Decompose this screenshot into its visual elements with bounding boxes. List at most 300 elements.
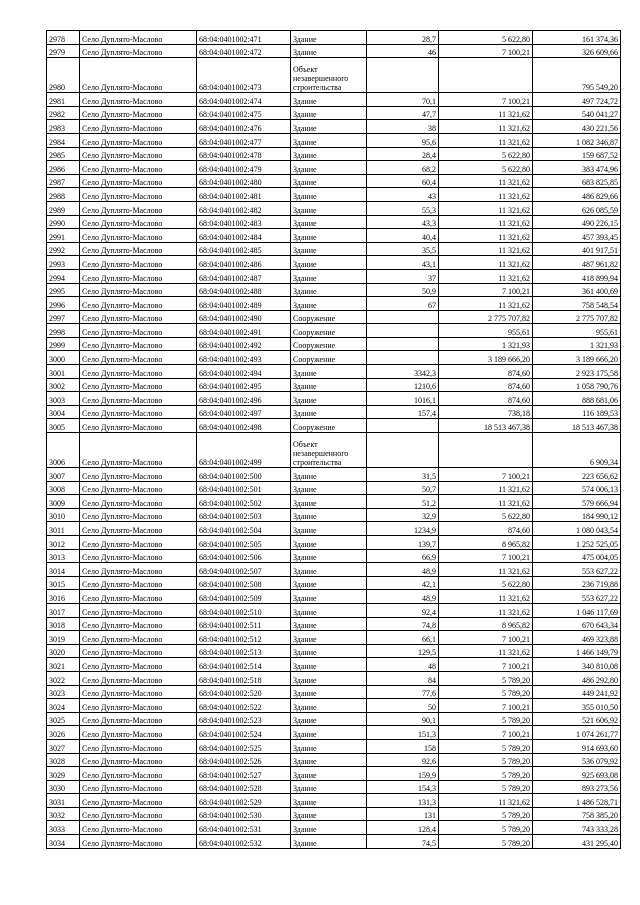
- cell-settlement: Село Дуплято-Маслово: [80, 283, 197, 297]
- cell-cadastral-number: 68:04:0401002:525: [197, 739, 291, 753]
- cell-object-type: Здание: [291, 495, 367, 509]
- cell-row-number: 2999: [47, 337, 80, 351]
- cell-unit-value: 8 965,82: [439, 617, 533, 631]
- cell-row-number: 2990: [47, 215, 80, 229]
- cell-settlement: Село Дуплято-Маслово: [80, 549, 197, 563]
- cell-cadastral-value: 430 221,56: [533, 120, 621, 134]
- cell-cadastral-value: 540 041,27: [533, 106, 621, 120]
- cell-settlement: Село Дуплято-Маслово: [80, 133, 197, 147]
- cell-cadastral-number: 68:04:0401002:522: [197, 699, 291, 713]
- cell-object-type: Здание: [291, 685, 367, 699]
- cell-settlement: Село Дуплято-Маслово: [80, 58, 197, 93]
- cell-cadastral-number: 68:04:0401002:501: [197, 481, 291, 495]
- cell-cadastral-number: 68:04:0401002:513: [197, 644, 291, 658]
- cell-settlement: Село Дуплято-Маслово: [80, 297, 197, 311]
- cell-cadastral-number: 68:04:0401002:490: [197, 310, 291, 324]
- cell-object-type: Здание: [291, 44, 367, 58]
- cell-cadastral-number: 68:04:0401002:479: [197, 161, 291, 175]
- table-row: [47, 794, 621, 808]
- cell-area: 66,9: [367, 549, 439, 563]
- cell-cadastral-number: 68:04:0401002:476: [197, 120, 291, 134]
- table-row: [47, 631, 621, 645]
- table-row: [47, 508, 621, 522]
- cell-settlement: Село Дуплято-Маслово: [80, 522, 197, 536]
- table-row: [47, 671, 621, 685]
- cell-cadastral-number: 68:04:0401002:530: [197, 807, 291, 821]
- cell-unit-value: 11 321,62: [439, 590, 533, 604]
- cell-settlement: Село Дуплято-Маслово: [80, 563, 197, 577]
- cell-unit-value: 874,60: [439, 365, 533, 379]
- cell-cadastral-value: 670 643,34: [533, 617, 621, 631]
- cell-cadastral-number: 68:04:0401002:511: [197, 617, 291, 631]
- cell-cadastral-value: 1 466 149,79: [533, 644, 621, 658]
- cell-area: 40,4: [367, 229, 439, 243]
- table-row: [47, 147, 621, 161]
- cell-object-type: Здание: [291, 283, 367, 297]
- cell-area: 43,1: [367, 256, 439, 270]
- cell-unit-value: 5 622,80: [439, 147, 533, 161]
- cell-area: 1210,6: [367, 378, 439, 392]
- cell-cadastral-number: 68:04:0401002:484: [197, 229, 291, 243]
- cell-cadastral-number: 68:04:0401002:474: [197, 93, 291, 107]
- cell-settlement: Село Дуплято-Маслово: [80, 807, 197, 821]
- cell-row-number: 2992: [47, 242, 80, 256]
- cell-cadastral-value: 758 548,54: [533, 297, 621, 311]
- cell-row-number: 3004: [47, 405, 80, 419]
- cell-cadastral-number: 68:04:0401002:499: [197, 433, 291, 468]
- cell-unit-value: 11 321,62: [439, 201, 533, 215]
- cell-row-number: 2978: [47, 31, 80, 45]
- cell-unit-value: 11 321,62: [439, 188, 533, 202]
- cell-object-type: Здание: [291, 712, 367, 726]
- cell-unit-value: 5 789,20: [439, 807, 533, 821]
- table-row: [47, 753, 621, 767]
- cell-settlement: Село Дуплято-Маслово: [80, 378, 197, 392]
- cell-area: 28,7: [367, 31, 439, 45]
- cell-settlement: Село Дуплято-Маслово: [80, 31, 197, 45]
- cell-row-number: 2981: [47, 93, 80, 107]
- cell-row-number: 3023: [47, 685, 80, 699]
- cell-settlement: Село Дуплято-Маслово: [80, 794, 197, 808]
- cell-area: 50,7: [367, 481, 439, 495]
- cell-cadastral-number: 68:04:0401002:520: [197, 685, 291, 699]
- cell-row-number: 3020: [47, 644, 80, 658]
- cell-object-type: Здание: [291, 161, 367, 175]
- table-row: [47, 405, 621, 419]
- cell-settlement: Село Дуплято-Маслово: [80, 365, 197, 379]
- cell-cadastral-value: 486 292,80: [533, 671, 621, 685]
- table-row: [47, 835, 621, 849]
- cell-unit-value: 5 789,20: [439, 671, 533, 685]
- cell-area: 32,9: [367, 508, 439, 522]
- cell-cadastral-value: 893 273,56: [533, 780, 621, 794]
- cell-cadastral-number: 68:04:0401002:497: [197, 405, 291, 419]
- cell-area: 1234,9: [367, 522, 439, 536]
- cell-cadastral-value: 925 693,08: [533, 767, 621, 781]
- cell-row-number: 3022: [47, 671, 80, 685]
- table-row: [47, 297, 621, 311]
- cell-area: 51,2: [367, 495, 439, 509]
- cell-area: 50,9: [367, 283, 439, 297]
- table-row: [47, 283, 621, 297]
- cell-object-type: Здание: [291, 215, 367, 229]
- cell-object-type: Здание: [291, 508, 367, 522]
- cell-area: 60,4: [367, 174, 439, 188]
- cell-row-number: 3003: [47, 392, 80, 406]
- cell-area: [367, 337, 439, 351]
- table-row: [47, 106, 621, 120]
- cell-settlement: Село Дуплято-Маслово: [80, 821, 197, 835]
- cell-unit-value: 11 321,62: [439, 269, 533, 283]
- cell-cadastral-number: 68:04:0401002:485: [197, 242, 291, 256]
- cell-cadastral-value: 340 810,08: [533, 658, 621, 672]
- table-row: [47, 215, 621, 229]
- cell-cadastral-number: 68:04:0401002:510: [197, 603, 291, 617]
- cell-row-number: 3033: [47, 821, 80, 835]
- cell-unit-value: 7 100,21: [439, 283, 533, 297]
- cell-object-type: Здание: [291, 807, 367, 821]
- cell-object-type: Здание: [291, 392, 367, 406]
- cell-area: 154,3: [367, 780, 439, 794]
- table-row: [47, 133, 621, 147]
- cell-cadastral-number: 68:04:0401002:493: [197, 351, 291, 365]
- table-row: [47, 481, 621, 495]
- cell-cadastral-number: 68:04:0401002:471: [197, 31, 291, 45]
- cell-settlement: Село Дуплято-Маслово: [80, 576, 197, 590]
- table-row: [47, 807, 621, 821]
- cell-settlement: Село Дуплято-Маслово: [80, 603, 197, 617]
- cell-area: 43,3: [367, 215, 439, 229]
- cell-unit-value: 5 789,20: [439, 685, 533, 699]
- cell-area: [367, 351, 439, 365]
- cell-object-type: Здание: [291, 726, 367, 740]
- cell-cadastral-number: 68:04:0401002:489: [197, 297, 291, 311]
- cell-object-type: Здание: [291, 31, 367, 45]
- cell-row-number: 2994: [47, 269, 80, 283]
- cell-cadastral-number: 68:04:0401002:526: [197, 753, 291, 767]
- cell-object-type: Здание: [291, 522, 367, 536]
- cell-area: 3342,3: [367, 365, 439, 379]
- cell-row-number: 3008: [47, 481, 80, 495]
- cell-object-type: Здание: [291, 297, 367, 311]
- cell-cadastral-number: 68:04:0401002:486: [197, 256, 291, 270]
- cell-unit-value: 5 789,20: [439, 835, 533, 849]
- cell-row-number: 3007: [47, 468, 80, 482]
- cell-cadastral-number: 68:04:0401002:483: [197, 215, 291, 229]
- table-row: [47, 699, 621, 713]
- cell-object-type: Здание: [291, 174, 367, 188]
- cell-settlement: Село Дуплято-Маслово: [80, 174, 197, 188]
- cell-unit-value: 11 321,62: [439, 256, 533, 270]
- cell-row-number: 2985: [47, 147, 80, 161]
- cell-row-number: 3032: [47, 807, 80, 821]
- cell-cadastral-number: 68:04:0401002:480: [197, 174, 291, 188]
- cell-cadastral-value: 223 656,62: [533, 468, 621, 482]
- table-row: [47, 685, 621, 699]
- cell-unit-value: 5 789,20: [439, 753, 533, 767]
- cell-unit-value: 1 321,93: [439, 337, 533, 351]
- cell-settlement: Село Дуплято-Маслово: [80, 256, 197, 270]
- cell-object-type: Сооружение: [291, 337, 367, 351]
- cell-object-type: Здание: [291, 835, 367, 849]
- cell-cadastral-value: 626 085,59: [533, 201, 621, 215]
- cell-settlement: Село Дуплято-Маслово: [80, 242, 197, 256]
- cell-row-number: 2987: [47, 174, 80, 188]
- cell-cadastral-value: 236 719,88: [533, 576, 621, 590]
- table-row: [47, 419, 621, 433]
- cell-cadastral-value: 431 295,40: [533, 835, 621, 849]
- cell-object-type: Сооружение: [291, 351, 367, 365]
- table-body: [47, 31, 621, 849]
- cell-unit-value: 11 321,62: [439, 297, 533, 311]
- cell-cadastral-value: 361 400,69: [533, 283, 621, 297]
- cell-object-type: Здание: [291, 576, 367, 590]
- cell-cadastral-value: 469 323,88: [533, 631, 621, 645]
- table-row: [47, 31, 621, 45]
- cell-unit-value: 738,18: [439, 405, 533, 419]
- cell-row-number: 3006: [47, 433, 80, 468]
- cell-object-type: Здание: [291, 378, 367, 392]
- cell-cadastral-number: 68:04:0401002:507: [197, 563, 291, 577]
- cell-object-type: Здание: [291, 658, 367, 672]
- cell-unit-value: 7 100,21: [439, 699, 533, 713]
- cell-settlement: Село Дуплято-Маслово: [80, 726, 197, 740]
- cell-cadastral-value: 1 252 525,05: [533, 536, 621, 550]
- cell-object-type: Здание: [291, 481, 367, 495]
- cell-object-type: Сооружение: [291, 324, 367, 338]
- cell-row-number: 3016: [47, 590, 80, 604]
- cell-object-type: Здание: [291, 93, 367, 107]
- table-row: [47, 337, 621, 351]
- cell-row-number: 2997: [47, 310, 80, 324]
- cell-object-type: Здание: [291, 780, 367, 794]
- cell-object-type: Здание: [291, 256, 367, 270]
- table-row: [47, 617, 621, 631]
- cell-row-number: 3013: [47, 549, 80, 563]
- table-row: [47, 188, 621, 202]
- cell-area: 92,6: [367, 753, 439, 767]
- cell-object-type: Здание: [291, 133, 367, 147]
- cell-cadastral-number: 68:04:0401002:478: [197, 147, 291, 161]
- cell-object-type: Здание: [291, 365, 367, 379]
- cell-cadastral-value: 2 775 707,82: [533, 310, 621, 324]
- cell-object-type: Здание: [291, 671, 367, 685]
- cell-settlement: Село Дуплято-Маслово: [80, 495, 197, 509]
- cell-cadastral-number: 68:04:0401002:488: [197, 283, 291, 297]
- cell-row-number: 3001: [47, 365, 80, 379]
- cell-settlement: Село Дуплято-Маслово: [80, 93, 197, 107]
- cell-object-type: Здание: [291, 405, 367, 419]
- cell-settlement: Село Дуплято-Маслово: [80, 147, 197, 161]
- cell-object-type: Здание: [291, 753, 367, 767]
- table-row: [47, 726, 621, 740]
- cell-unit-value: 5 622,80: [439, 31, 533, 45]
- cell-row-number: 2983: [47, 120, 80, 134]
- cell-object-type: Здание: [291, 603, 367, 617]
- table-row: [47, 576, 621, 590]
- cell-object-type: Здание: [291, 229, 367, 243]
- cell-row-number: 2982: [47, 106, 80, 120]
- cell-cadastral-value: 795 549,20: [533, 58, 621, 93]
- cell-object-type: Здание: [291, 468, 367, 482]
- cell-row-number: 3025: [47, 712, 80, 726]
- table-row: [47, 174, 621, 188]
- cell-area: 157,4: [367, 405, 439, 419]
- cell-area: 131: [367, 807, 439, 821]
- cell-unit-value: 874,60: [439, 522, 533, 536]
- cell-area: 70,1: [367, 93, 439, 107]
- cell-object-type: Здание: [291, 767, 367, 781]
- cell-area: [367, 419, 439, 433]
- cell-area: 95,6: [367, 133, 439, 147]
- cell-unit-value: [439, 58, 533, 93]
- cell-unit-value: [439, 433, 533, 468]
- cell-cadastral-value: 1 080 043,54: [533, 522, 621, 536]
- cell-cadastral-number: 68:04:0401002:500: [197, 468, 291, 482]
- table-row: [47, 58, 621, 93]
- cell-cadastral-value: 161 374,36: [533, 31, 621, 45]
- cell-area: 46: [367, 44, 439, 58]
- cell-row-number: 3018: [47, 617, 80, 631]
- cell-settlement: Село Дуплято-Маслово: [80, 120, 197, 134]
- cell-unit-value: 11 321,62: [439, 242, 533, 256]
- cell-cadastral-value: 487 961,82: [533, 256, 621, 270]
- cell-area: 92,4: [367, 603, 439, 617]
- cell-cadastral-number: 68:04:0401002:509: [197, 590, 291, 604]
- cell-cadastral-number: 68:04:0401002:504: [197, 522, 291, 536]
- table-row: [47, 256, 621, 270]
- table-row: [47, 161, 621, 175]
- cell-area: 128,4: [367, 821, 439, 835]
- cell-row-number: 3015: [47, 576, 80, 590]
- cell-area: 77,6: [367, 685, 439, 699]
- cell-area: 74,8: [367, 617, 439, 631]
- cell-area: 42,1: [367, 576, 439, 590]
- table-row: [47, 658, 621, 672]
- table-row: [47, 549, 621, 563]
- cell-cadastral-value: 758 385,20: [533, 807, 621, 821]
- table-row: [47, 365, 621, 379]
- cell-settlement: Село Дуплято-Маслово: [80, 405, 197, 419]
- cell-settlement: Село Дуплято-Маслово: [80, 215, 197, 229]
- cell-cadastral-value: 6 909,34: [533, 433, 621, 468]
- cell-row-number: 3002: [47, 378, 80, 392]
- cell-area: 129,5: [367, 644, 439, 658]
- table-row: [47, 468, 621, 482]
- cell-object-type: Здание: [291, 739, 367, 753]
- cell-area: 74,5: [367, 835, 439, 849]
- cell-cadastral-number: 68:04:0401002:492: [197, 337, 291, 351]
- cell-object-type: Здание: [291, 617, 367, 631]
- cell-cadastral-value: 888 681,06: [533, 392, 621, 406]
- cell-object-type: Здание: [291, 536, 367, 550]
- cell-object-type: Здание: [291, 269, 367, 283]
- cell-object-type: Здание: [291, 699, 367, 713]
- cell-cadastral-number: 68:04:0401002:482: [197, 201, 291, 215]
- cell-settlement: Село Дуплято-Маслово: [80, 468, 197, 482]
- cell-unit-value: 874,60: [439, 378, 533, 392]
- cell-area: 90,1: [367, 712, 439, 726]
- cell-settlement: Село Дуплято-Маслово: [80, 324, 197, 338]
- table-row: [47, 644, 621, 658]
- cell-row-number: 3012: [47, 536, 80, 550]
- cell-cadastral-number: 68:04:0401002:527: [197, 767, 291, 781]
- cell-settlement: Село Дуплято-Маслово: [80, 481, 197, 495]
- cell-settlement: Село Дуплято-Маслово: [80, 106, 197, 120]
- cell-settlement: Село Дуплято-Маслово: [80, 201, 197, 215]
- cell-row-number: 3005: [47, 419, 80, 433]
- cell-cadastral-value: 553 627,22: [533, 563, 621, 577]
- cell-unit-value: 11 321,62: [439, 794, 533, 808]
- cell-unit-value: 7 100,21: [439, 468, 533, 482]
- cell-row-number: 3034: [47, 835, 80, 849]
- cell-cadastral-number: 68:04:0401002:494: [197, 365, 291, 379]
- cell-unit-value: 7 100,21: [439, 93, 533, 107]
- cell-area: 28,4: [367, 147, 439, 161]
- cell-area: [367, 324, 439, 338]
- cell-cadastral-value: 955,61: [533, 324, 621, 338]
- cell-area: 48,9: [367, 590, 439, 604]
- cell-area: [367, 310, 439, 324]
- cell-area: 35,5: [367, 242, 439, 256]
- cell-object-type: Здание: [291, 120, 367, 134]
- table-row: [47, 242, 621, 256]
- cell-object-type: Здание: [291, 590, 367, 604]
- cell-settlement: Село Дуплято-Маслово: [80, 269, 197, 283]
- cell-settlement: Село Дуплято-Маслово: [80, 310, 197, 324]
- cell-cadastral-value: 486 829,66: [533, 188, 621, 202]
- cell-cadastral-value: 1 486 528,71: [533, 794, 621, 808]
- cell-area: 131,3: [367, 794, 439, 808]
- cell-unit-value: 7 100,21: [439, 631, 533, 645]
- cell-settlement: Село Дуплято-Маслово: [80, 337, 197, 351]
- cell-cadastral-value: 326 609,66: [533, 44, 621, 58]
- cell-cadastral-value: 914 693,60: [533, 739, 621, 753]
- cell-row-number: 3011: [47, 522, 80, 536]
- cell-cadastral-value: 401 917,51: [533, 242, 621, 256]
- cell-area: 31,5: [367, 468, 439, 482]
- cell-cadastral-number: 68:04:0401002:531: [197, 821, 291, 835]
- cell-row-number: 2996: [47, 297, 80, 311]
- cell-unit-value: 5 789,20: [439, 739, 533, 753]
- cell-unit-value: 11 321,62: [439, 481, 533, 495]
- cell-settlement: Село Дуплято-Маслово: [80, 419, 197, 433]
- cell-row-number: 2980: [47, 58, 80, 93]
- table-row: [47, 780, 621, 794]
- cell-cadastral-number: 68:04:0401002:514: [197, 658, 291, 672]
- cell-cadastral-value: 457 393,45: [533, 229, 621, 243]
- cell-cadastral-value: 1 046 117,69: [533, 603, 621, 617]
- cell-area: 158: [367, 739, 439, 753]
- cell-object-type: Здание: [291, 201, 367, 215]
- cell-cadastral-value: 574 006,13: [533, 481, 621, 495]
- cell-settlement: Село Дуплято-Маслово: [80, 739, 197, 753]
- cell-cadastral-number: 68:04:0401002:477: [197, 133, 291, 147]
- cell-cadastral-number: 68:04:0401002:498: [197, 419, 291, 433]
- cell-object-type: Здание: [291, 106, 367, 120]
- cell-settlement: Село Дуплято-Маслово: [80, 508, 197, 522]
- cell-settlement: Село Дуплято-Маслово: [80, 44, 197, 58]
- cell-cadastral-number: 68:04:0401002:508: [197, 576, 291, 590]
- cell-cadastral-value: 184 990,12: [533, 508, 621, 522]
- cell-area: 1016,1: [367, 392, 439, 406]
- cell-row-number: 2988: [47, 188, 80, 202]
- cell-unit-value: 11 321,62: [439, 120, 533, 134]
- cell-cadastral-number: 68:04:0401002:491: [197, 324, 291, 338]
- cell-area: 38: [367, 120, 439, 134]
- table-row: [47, 522, 621, 536]
- cell-row-number: 2995: [47, 283, 80, 297]
